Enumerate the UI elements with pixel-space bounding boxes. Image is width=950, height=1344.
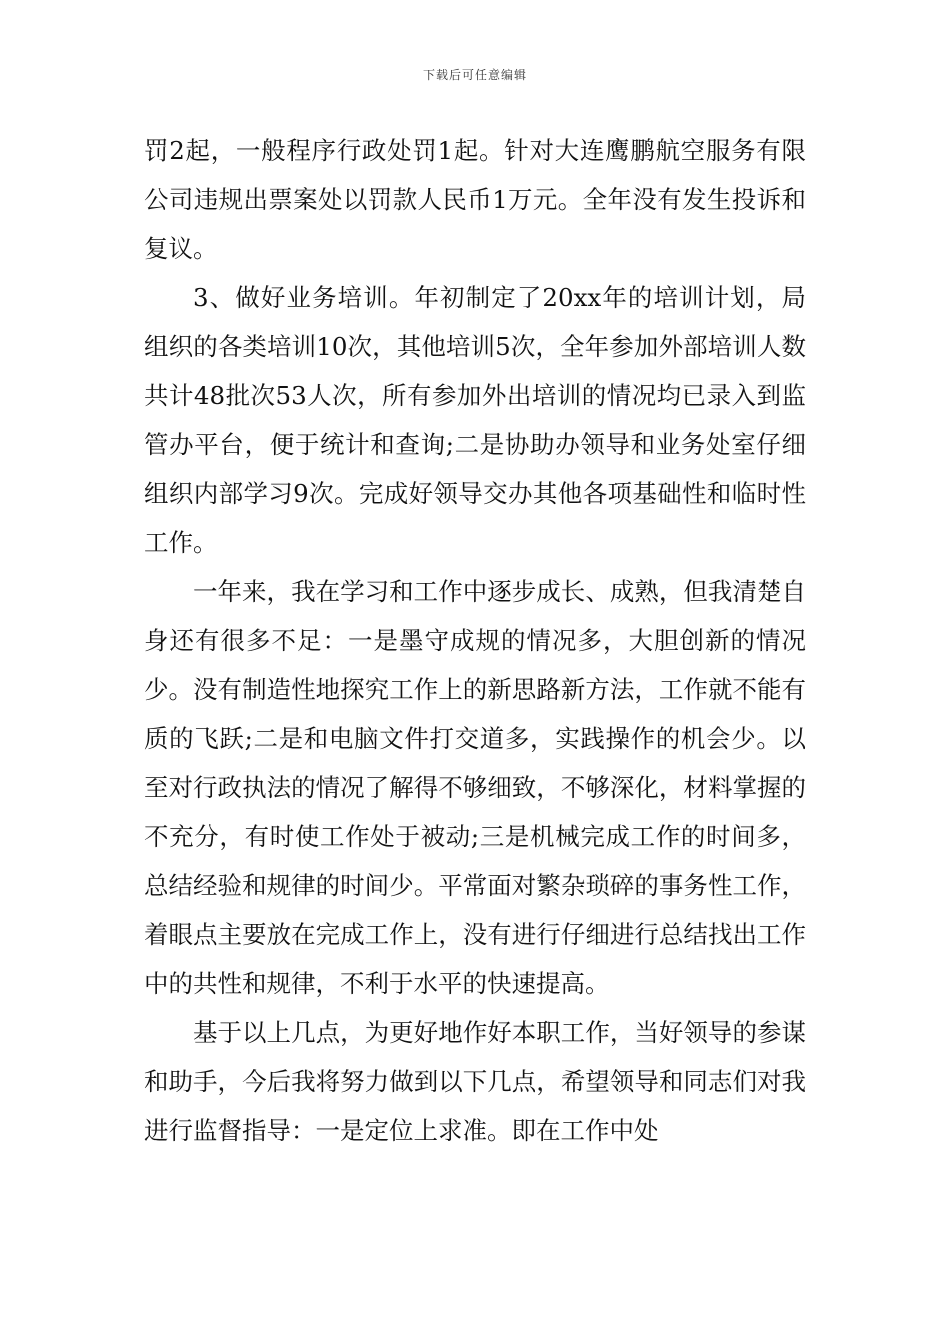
page-header: 下载后可任意编辑 <box>422 68 527 82</box>
body-text <box>144 126 806 1155</box>
paragraph-4: 基于以上几点，为更好地作好本职工作，当好领导的参谋和助手，今后我将努力做到以下几点，希望领导和同志们对我进行监督指导：一是定位上求准。即在工作中处 <box>144 1018 806 1145</box>
paragraph-2: 3、做好业务培训。年初制定了20xx年的培训计划，局组织的各类培训10次，其他培训5次，全年参加外部培训人数共计48批次53人次，所有参加外出培训的情况均已录入到监管办平台，便于统计和查询;二是协助办领导和业务处室仔细组织内部学习9次。完成好领导交办其他各项基础性和临时性工作。 <box>144 283 806 557</box>
paragraph-3: 一年来，我在学习和工作中逐步成长、成熟，但我清楚自身还有很多不足：一是墨守成规的情况多，大胆创新的情况少。没有制造性地探究工作上的新思路新方法，工作就不能有质的飞跃;二是和电脑文件打交道多，实践操作的机会少。以至对行政执法的情况了解得不够细致，不够深化，材料掌握的不充分，有时使工作处于被动;三是机械完成工作的时间多，总结经验和规律的时间少。平常面对繁杂琐碎的事务性工作，着眼点主要放在完成工作上，没有进行仔细进行总结找出工作中的共性和规律，不利于水平的快速提高。 <box>144 577 806 998</box>
paragraph-1: 罚2起，一般程序行政处罚1起。针对大连鹰鹏航空服务有限公司违规出票案处以罚款人民币1万元。全年没有发生投诉和复议。 <box>144 136 806 263</box>
